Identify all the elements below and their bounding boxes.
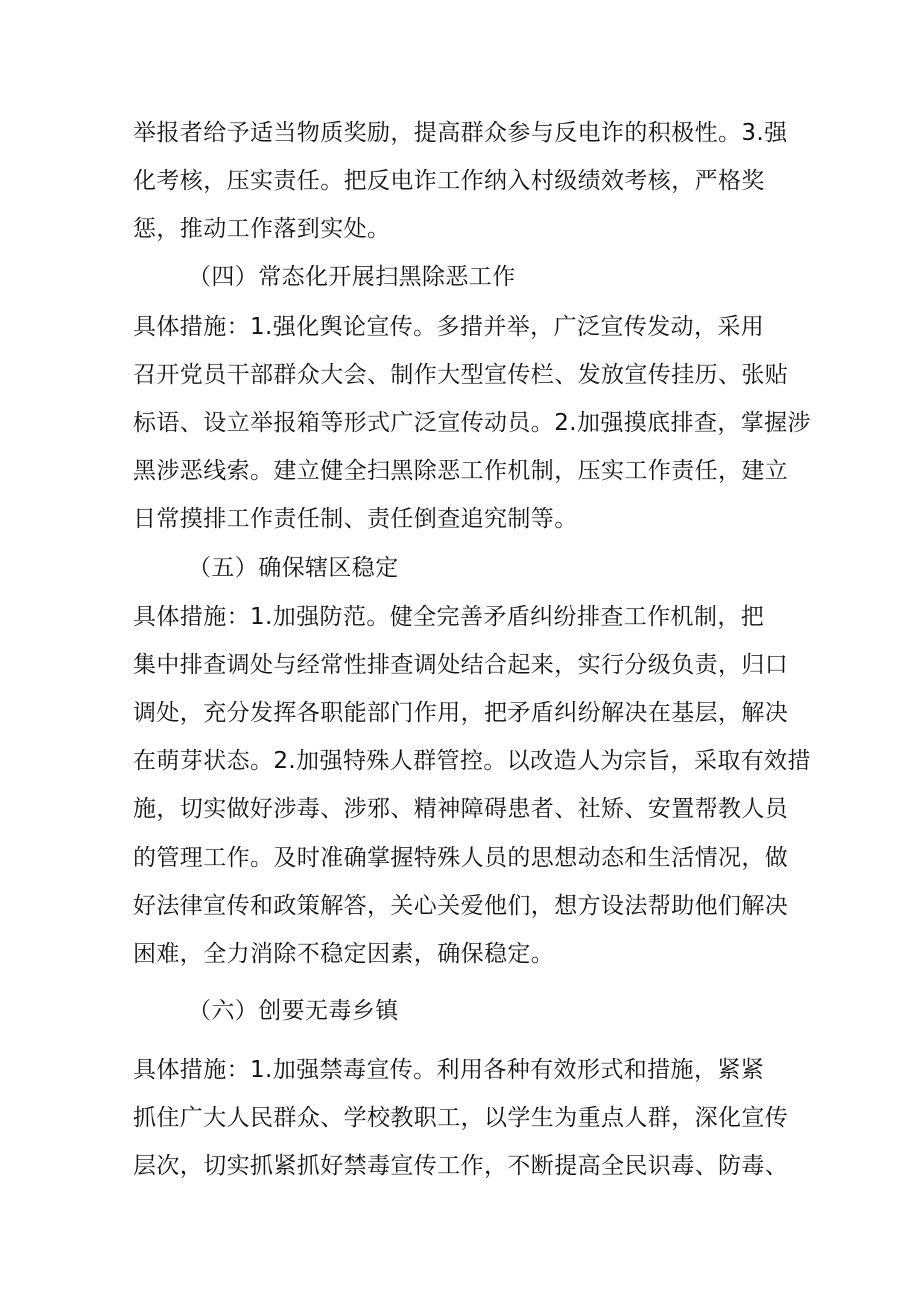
body-text-line: 施，切实做好涉毒、涉邪、精神障碍患者、社矫、安置帮教人员 bbox=[133, 796, 789, 822]
section-heading-6: （六）创要无毒乡镇 bbox=[188, 998, 399, 1024]
body-text-line: 集中排查调处与经常性排查调处结合起来，实行分级负责，归口 bbox=[133, 652, 789, 678]
body-text-line: 惩，推动工作落到实处。 bbox=[133, 216, 391, 242]
body-text-line: 日常摸排工作责任制、责任倒查追究制等。 bbox=[133, 506, 578, 532]
section-heading-5: （五）确保辖区稳定 bbox=[188, 555, 399, 581]
body-text-line: 具体措施：1.加强防范。健全完善矛盾纠纷排查工作机制，把 bbox=[133, 604, 765, 630]
body-text-line: 具体措施：1.加强禁毒宣传。利用各种有效形式和措施，紧紧 bbox=[133, 1057, 765, 1083]
body-text-line: 化考核，压实责任。把反电诈工作纳入村级绩效考核，严格奖 bbox=[133, 168, 765, 194]
body-text-line: 举报者给予适当物质奖励，提高群众参与反电诈的积极性。3.强 bbox=[133, 120, 788, 146]
body-text-line: 在萌芽状态。2.加强特殊人群管控。以改造人为宗旨，采取有效措 bbox=[133, 748, 811, 774]
body-text-line: 的管理工作。及时准确掌握特殊人员的思想动态和生活情况，做 bbox=[133, 845, 789, 871]
body-text-line: 调处，充分发挥各职能部门作用，把矛盾纠纷解决在基层，解决 bbox=[133, 700, 789, 726]
body-text-line: 黑涉恶线索。建立健全扫黑除恶工作机制，压实工作责任，建立 bbox=[133, 458, 789, 484]
body-text-line: 层次，切实抓紧抓好禁毒宣传工作，不断提高全民识毒、防毒、 bbox=[133, 1153, 789, 1179]
section-heading-4: （四）常态化开展扫黑除恶工作 bbox=[188, 264, 516, 290]
body-text-line: 困难，全力消除不稳定因素，确保稳定。 bbox=[133, 941, 555, 967]
body-text-line: 标语、设立举报箱等形式广泛宣传动员。2.加强摸底排查，掌握涉 bbox=[133, 410, 811, 436]
body-text-line: 具体措施：1.强化舆论宣传。多措并举，广泛宣传发动，采用 bbox=[133, 314, 765, 340]
body-text-line: 召开党员干部群众大会、制作大型宣传栏、发放宣传挂历、张贴 bbox=[133, 362, 789, 388]
body-text-line: 好法律宣传和政策解答，关心关爱他们，想方设法帮助他们解决 bbox=[133, 893, 789, 919]
body-text-line: 抓住广大人民群众、学校教职工，以学生为重点人群，深化宣传 bbox=[133, 1105, 789, 1131]
